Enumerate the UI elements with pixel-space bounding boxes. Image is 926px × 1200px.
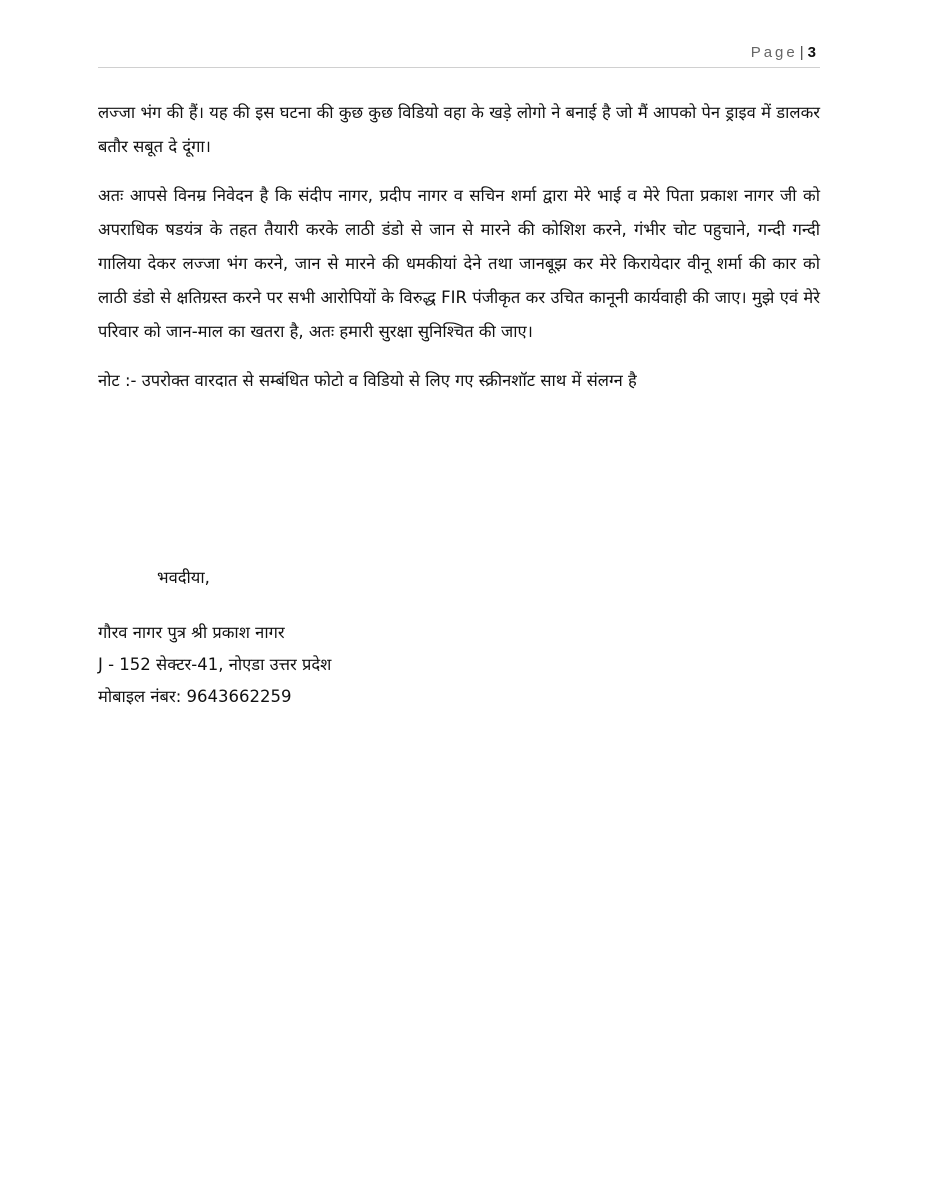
signatory-address: J - 152 सेक्टर-41, नोएडा उत्तर प्रदेश <box>98 655 332 674</box>
page-header <box>98 44 820 68</box>
body-paragraph-1: लज्जा भंग की हैं। यह की इस घटना की कुछ कुछ विडियो वहा के खड़े लोगो ने बनाई है जो मैं आपको पेन ड्राइव में डालकर बतौर सबूत दे दूंगा। <box>98 103 820 156</box>
signature-block <box>98 617 331 713</box>
page-label: Page <box>750 44 798 61</box>
signatory-name: गौरव नागर पुत्र श्री प्रकाश नागर <box>98 623 285 642</box>
page-separator: | <box>799 44 804 61</box>
body-paragraph-2: अतः आपसे विनम्र निवेदन है कि संदीप नागर, प्रदीप नागर व सचिन शर्मा द्वारा मेरे भाई व मेरे पिता प्रकाश नागर जी को अपराधिक षडयंत्र के तहत तैयारी करके लाठी डंडो से जान से मारने की कोशिश करने, गंभीर चोट पहुचाने, गन्दी गन्दी गालिया देकर लज्जा भंग करने, जान से मारने की धमकीयां देने तथा जानबूझ कर मेरे किरायेदार वीनू शर्मा की कार को लाठी डंडो से क्षतिग्रस्त करने पर सभी आरोपियों के विरुद्ध FIR पंजीकृत कर उचित कानूनी कार्यवाही की जाए। मुझे एवं मेरे परिवार को जान-माल का खतरा है, अतः हमारी सुरक्षा सुनिश्चित की जाए। <box>98 186 820 341</box>
page-number: 3 <box>807 44 816 61</box>
page-number-indicator <box>751 44 816 61</box>
closing-salutation: भवदीया, <box>157 568 210 587</box>
letter-body <box>98 96 820 413</box>
note-paragraph: नोट :- उपरोक्त वारदात से सम्बंधित फोटो व विडियो से लिए गए स्क्रीनशॉट साथ में संलग्न है <box>98 371 637 390</box>
signatory-mobile: मोबाइल नंबर: 9643662259 <box>98 687 292 706</box>
header-divider <box>98 67 820 68</box>
